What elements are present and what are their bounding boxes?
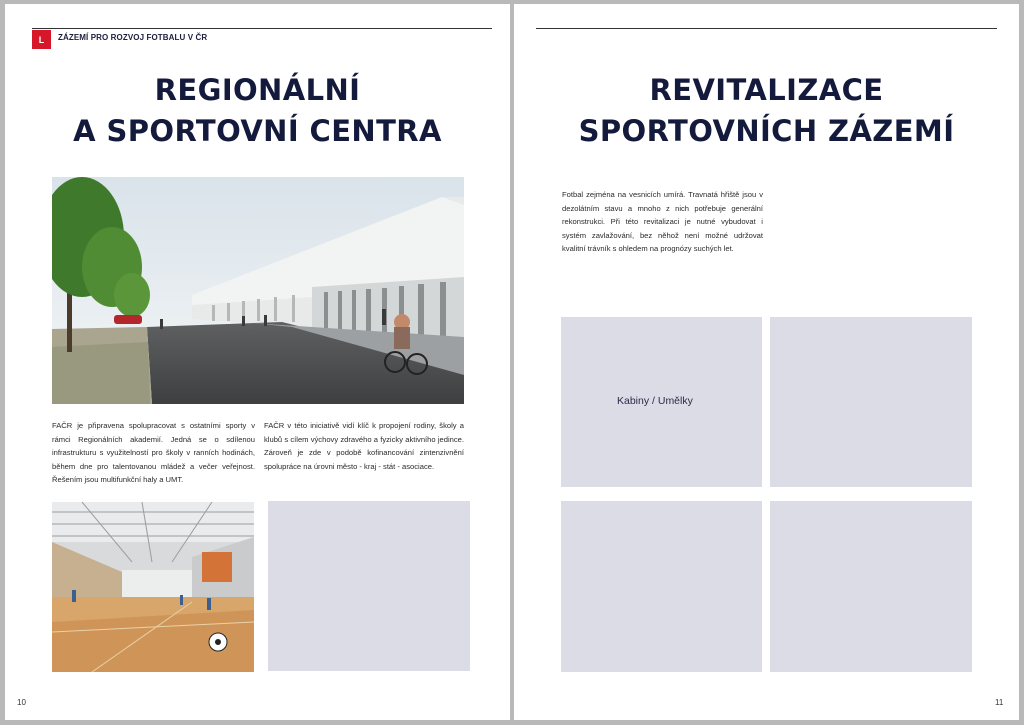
facr-logo: L <box>32 30 51 49</box>
sports-centre-image <box>52 177 464 404</box>
title-line: REGIONÁLNÍ <box>154 73 361 107</box>
header-rule <box>536 28 997 29</box>
gym-hall-image <box>52 502 254 672</box>
image-placeholder <box>770 317 972 487</box>
image-placeholder <box>561 501 762 672</box>
text-column-2: FAČR v této iniciativě vidí klíč k propojení rodiny, školy a klubů s cílem výchovy zdravého a fyzicky aktivního jedince. Zároveň je zde v podobě kofinancování zintenzivnění spolupráce na úrovni město - kraj - stát - asociace. <box>264 421 464 471</box>
page-number-left: 10 <box>17 698 26 707</box>
image-placeholder <box>268 501 470 671</box>
image-placeholder <box>770 501 972 672</box>
page-title-right <box>514 70 1019 152</box>
page-number-right: 11 <box>995 698 1004 707</box>
title-line: REVITALIZACE <box>649 73 884 107</box>
title-line: A SPORTOVNÍ CENTRA <box>73 114 442 148</box>
placeholder-label: Kabiny / Umělky <box>617 395 693 407</box>
header-text: ZÁZEMÍ PRO ROZVOJ FOTBALU V ČR <box>58 33 208 42</box>
page-title-left <box>5 70 510 152</box>
intro-text: Fotbal zejména na vesnicích umírá. Travnatá hřiště jsou v dezolátním stavu a mnoho z nich potřebuje generální rekonstrukci. Při této revitalizaci je nutné vybudovat i systém zavlažování, bez něhož není možné udržovat kvalitní trávník s ohledem na prognózy suchých let. <box>562 190 763 254</box>
text-column-1: FAČR je připravena spolupracovat s ostatními sporty v rámci Regionálních akademií. Jedná se o sdílenou infrastrukturu s využitelností pro školy v ranních hodinách, během dne pro talentovanou mládež a večer veřejnost. Řešením jsou multifunkční haly a UMT. <box>52 421 255 485</box>
title-line: SPORTOVNÍCH ZÁZEMÍ <box>578 114 955 148</box>
left-page <box>5 4 510 720</box>
header-rule <box>32 28 492 29</box>
right-page <box>514 4 1019 720</box>
image-placeholder <box>561 317 762 487</box>
